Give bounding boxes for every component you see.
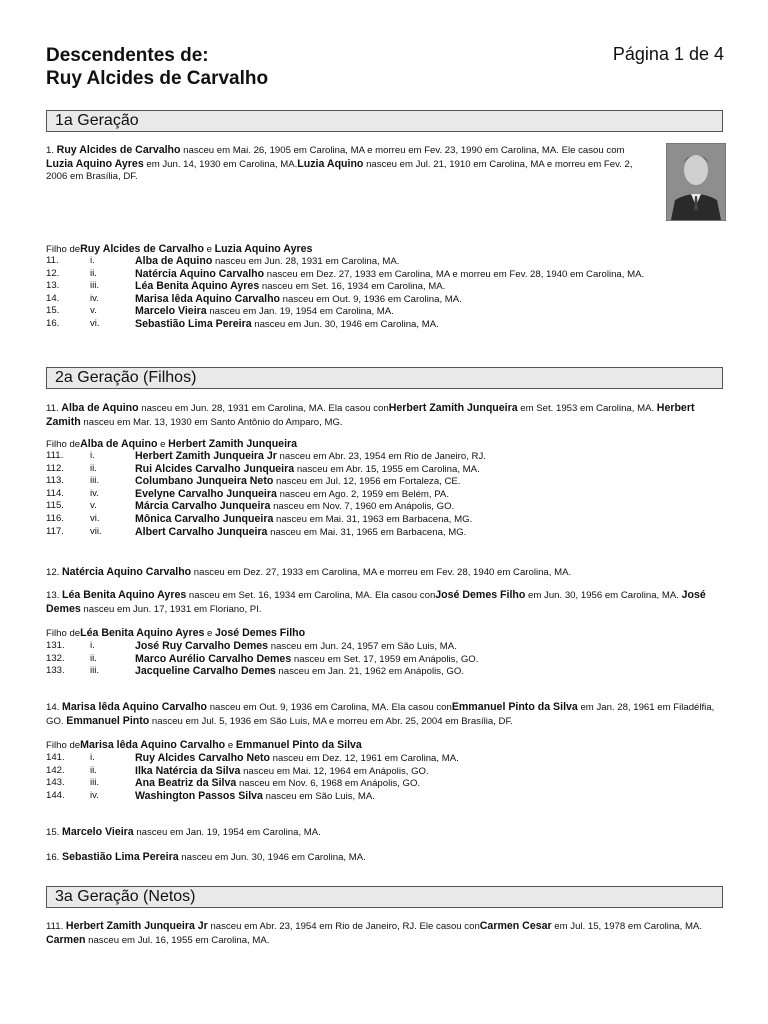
child-info: nasceu em Jan. 21, 1962 em Anápolis, GO. [275,666,464,678]
child-info: nasceu em Nov. 7, 1960 em Anápolis, GO. [270,501,455,513]
child-name: José Ruy Carvalho Demes [135,640,269,652]
paragraph-text: nasceu em Jun. 30, 1946 em Carolina, MA. [178,852,366,863]
paragraph-text: nasceu em Mar. 13, 1930 em Santo Antônio do Amparo, MG. [80,416,343,428]
child-name: Marco Aurélio Carvalho Demes [135,652,292,665]
child-name: Marisa lêda Aquino Carvalho [135,292,281,305]
child-roman: ii. [90,764,97,776]
person-name: Léa Benita Aquino Ayres [62,589,187,601]
child-roman: i. [90,752,95,763]
child-roman: ii. [90,652,97,664]
child-number: 117. [46,525,64,537]
child-name: Evelyne Carvalho Junqueira [135,487,277,500]
person-name: Luzia Aquino Ayres [46,157,144,170]
child-info: nasceu em Mai. 12, 1964 em Anápolis, GO. [240,765,429,777]
parent-name: Ruy Alcides de Carvalho [80,243,204,255]
person-paragraph [46,144,646,184]
child-number: 12. [46,267,60,279]
child-text [135,777,420,791]
children-list [46,450,726,538]
person-name: José Demes Filho [435,589,526,601]
child-info: nasceu em Abr. 23, 1954 em Rio de Janeiro, RJ. [276,451,486,462]
child-name: Jacqueline Carvalho Demes [135,665,276,678]
child-row [46,500,726,513]
paragraph-text: 16. [46,852,63,863]
person-paragraph [46,701,726,728]
page-header [46,44,724,90]
parent-name: José Demes Filho [215,627,306,639]
paragraph-text: 111. [46,921,66,932]
children-header-prefix: Filho de [46,439,81,450]
document-title-line1: Descendentes de: [46,45,209,66]
person-name: Ruy Alcides de Carvalho [56,144,181,156]
child-row [46,450,726,463]
child-text [135,653,478,667]
child-name: Sebastião Lima Pereira [135,317,252,330]
person-name: Marcelo Vieira [62,826,134,838]
child-row [46,463,726,476]
child-name: Léa Benita Aquino Ayres [135,280,260,293]
person-paragraph [46,566,726,580]
paragraph-text: 1. [46,145,57,156]
child-number: 116. [46,512,64,524]
child-row [46,777,726,790]
child-number: 141. [46,752,65,763]
child-info: nasceu em Set. 17, 1959 em Anápolis, GO. [291,653,479,665]
child-roman: vi. [90,317,100,329]
person-name: Herbert Zamith Junqueira [388,402,518,414]
child-text [135,255,399,269]
child-roman: iii. [90,665,100,677]
child-row [46,268,726,281]
paragraph-text: nasceu em Jul. 5, 1936 em São Luis, MA e morreu em Abr. 25, 2004 em Brasília, DF. [149,715,513,727]
children-header-prefix: Filho de [46,740,81,751]
child-text [135,665,464,679]
child-row [46,526,726,539]
children-list [46,640,726,678]
person-paragraph [46,589,726,616]
generation-3-bar [46,886,723,908]
parent-name: Alba de Aquino [80,438,158,450]
child-text [135,526,466,540]
child-row [46,488,726,501]
children-header-prefix: Filho de [46,244,81,255]
generation-2-bar [46,367,723,389]
person-name: Carmen [46,933,86,946]
child-text [135,280,445,294]
child-name: Natércia Aquino Carvalho [135,267,265,280]
child-text [135,488,449,502]
child-roman: iv. [90,789,99,801]
person-paragraph [46,402,726,429]
child-text [135,475,461,489]
paragraph-text: 14. [46,702,63,713]
child-info: nasceu em Mai. 31, 1963 em Barbacena, MG. [273,513,473,525]
children-header-prefix: Filho de [46,628,81,639]
child-number: 144. [46,789,65,801]
document-title-line2: Ruy Alcides de Carvalho [46,68,269,89]
child-row [46,318,726,331]
child-roman: i. [90,640,95,651]
child-number: 111. [46,450,64,461]
child-number: 132. [46,652,65,664]
portrait-image [667,144,725,220]
child-number: 114. [46,487,64,499]
child-roman: iii. [90,475,100,487]
child-roman: ii. [90,267,97,279]
child-number: 13. [46,280,60,292]
child-info: nasceu em Set. 16, 1934 em Carolina, MA. [259,281,446,293]
children-header [46,739,362,752]
portrait-photo [666,143,726,221]
paragraph-text: nasceu em Jul. 21, 1910 em Carolina, MA e morreu em Fev. 2, 2006 em Brasília, DF. [46,158,633,182]
child-name: Albert Carvalho Junqueira [135,525,268,538]
child-roman: i. [90,450,95,461]
child-text [135,513,472,527]
parent-name: Léa Benita Aquino Ayres [80,627,205,639]
child-roman: iv. [90,292,99,304]
child-text [135,268,644,282]
parent-name: Luzia Aquino Ayres [214,243,313,255]
child-info: nasceu em Ago. 2, 1959 em Belém, PA. [276,488,449,500]
child-roman: v. [90,500,97,512]
child-roman: vii. [90,525,102,537]
child-row [46,280,726,293]
paragraph-text: em Jun. 30, 1956 em Carolina, MA. [525,590,682,601]
page-number: Página 1 de 4 [612,44,724,64]
child-row [46,640,726,653]
paragraph-text: nasceu em Mai. 26, 1905 em Carolina, MA e morreu em Fev. 23, 1990 em Carolina, MA. Ele casou com [180,145,625,156]
child-info: nasceu em Abr. 15, 1955 em Carolina, MA. [294,463,480,475]
child-text [135,305,394,319]
child-row [46,752,726,765]
child-roman: i. [90,255,95,266]
child-text [135,765,429,779]
paragraph-text: nasceu em Jun. 17, 1931 em Floriano, PI. [80,603,262,615]
person-paragraph [46,826,726,840]
paragraph-text: nasceu em Abr. 23, 1954 em Rio de Janeiro, RJ. Ele casou con [207,921,480,932]
child-text [135,640,457,654]
child-number: 15. [46,305,60,317]
child-info: nasceu em Jul. 12, 1956 em Fortaleza, CE. [273,476,461,488]
person-name: Herbert Zamith Junqueira Jr [65,920,208,932]
paragraph-text: nasceu em Set. 16, 1934 em Carolina, MA. Ela casou con [186,590,436,601]
child-name: Herbert Zamith Junqueira Jr [135,450,277,462]
child-row [46,513,726,526]
child-roman: v. [90,305,97,317]
child-row [46,255,726,268]
paragraph-text: em Jun. 14, 1930 em Carolina, MA. [143,158,298,170]
child-row [46,293,726,306]
child-row [46,653,726,666]
paragraph-text: 11. [46,403,62,414]
paragraph-text: nasceu em Jan. 19, 1954 em Carolina, MA. [133,827,321,838]
paragraph-text: em Jul. 15, 1978 em Carolina, MA. [551,921,702,932]
children-list [46,255,726,331]
child-name: Ilka Natércia da Silva [135,764,241,777]
paragraph-text: em Jan. 28, 1961 em Filadélfia, GO. [46,702,715,727]
child-info: nasceu em Jun. 30, 1946 em Carolina, MA. [251,318,439,330]
child-number: 112. [46,462,64,474]
child-name: Ruy Alcides Carvalho Neto [135,752,271,764]
child-text [135,293,462,307]
child-roman: iii. [90,280,100,292]
child-number: 16. [46,317,60,329]
child-name: Washington Passos Silva [135,789,263,802]
generation-1-bar [46,110,723,132]
child-roman: iv. [90,487,99,499]
child-number: 113. [46,475,64,487]
child-name: Mônica Carvalho Junqueira [135,512,274,525]
children-header-conj: e [204,628,216,639]
child-roman: vi. [90,512,100,524]
person-name: Alba de Aquino [61,402,139,414]
child-row [46,665,726,678]
child-info: nasceu em Dez. 12, 1961 em Carolina, MA. [270,753,459,764]
child-info: nasceu em Dez. 27, 1933 em Carolina, MA e morreu em Fev. 28, 1940 em Carolina, MA. [264,268,645,280]
parent-name: Herbert Zamith Junqueira [168,438,298,450]
child-name: Marcelo Vieira [135,305,207,318]
paragraph-text: 13. [46,590,63,601]
children-header-conj: e [157,439,169,450]
person-paragraph [46,920,726,947]
child-name: Columbano Junqueira Neto [135,475,274,488]
child-number: 11. [46,255,59,266]
child-info: nasceu em Jan. 19, 1954 em Carolina, MA. [206,306,394,318]
person-name: Marisa lêda Aquino Carvalho [62,701,208,713]
paragraph-text: nasceu em Jul. 16, 1955 em Carolina, MA. [85,934,270,946]
child-text [135,500,454,514]
child-name: Ana Beatriz da Silva [135,777,237,790]
person-name: Herbert Zamith [46,402,695,428]
child-row [46,765,726,778]
child-name: Alba de Aquino [135,255,213,267]
paragraph-text: nasceu em Out. 9, 1936 em Carolina, MA. Ela casou con [207,702,452,713]
paragraph-text: nasceu em Dez. 27, 1933 em Carolina, MA e morreu em Fev. 28, 1940 em Carolina, MA. [191,567,572,578]
child-name: Márcia Carvalho Junqueira [135,500,271,513]
child-number: 131. [46,640,65,651]
child-info: nasceu em Out. 9, 1936 em Carolina, MA. [280,293,462,305]
parent-name: Emmanuel Pinto da Silva [235,739,362,751]
child-text [135,752,459,766]
child-row [46,305,726,318]
paragraph-text: nasceu em Jun. 28, 1931 em Carolina, MA. Ela casou con [138,403,389,414]
child-number: 14. [46,292,60,304]
child-row [46,475,726,488]
child-text [135,318,439,332]
child-info: nasceu em São Luis, MA. [262,790,375,802]
person-name: Sebastião Lima Pereira [62,851,179,863]
paragraph-text: 12. [46,567,63,578]
child-number: 142. [46,764,65,776]
children-header-conj: e [203,244,215,255]
child-roman: ii. [90,462,97,474]
child-row [46,790,726,803]
child-number: 143. [46,777,65,789]
child-info: nasceu em Jun. 28, 1931 em Carolina, MA. [212,256,400,267]
paragraph-text: em Set. 1953 em Carolina, MA. [517,403,657,414]
generation-2-title: 2a Geração (Filhos) [55,369,197,386]
person-name: José Demes [46,589,706,615]
child-number: 115. [46,500,64,512]
children-header [46,627,305,640]
generation-1-title: 1a Geração [55,112,139,129]
person-paragraph [46,851,726,865]
children-list [46,752,726,802]
children-header-conj: e [225,740,236,751]
child-name: Rui Alcides Carvalho Junqueira [135,462,295,475]
person-name: Emmanuel Pinto da Silva [451,701,578,713]
child-info: nasceu em Jun. 24, 1957 em São Luis, MA. [268,641,457,652]
child-text [135,790,375,804]
person-name: Luzia Aquino [297,157,364,170]
child-number: 133. [46,665,65,677]
paragraph-text: 15. [46,827,63,838]
person-name: Natércia Aquino Carvalho [62,566,192,578]
parent-name: Marisa lêda Aquino Carvalho [80,739,226,751]
child-roman: iii. [90,777,100,789]
person-name: Carmen Cesar [479,920,552,932]
child-text [135,450,486,464]
child-info: nasceu em Nov. 6, 1968 em Anápolis, GO. [236,778,421,790]
person-name: Emmanuel Pinto [66,714,150,727]
child-text [135,463,480,477]
generation-3-title: 3a Geração (Netos) [55,888,196,905]
child-info: nasceu em Mai. 31, 1965 em Barbacena, MG. [267,526,467,538]
